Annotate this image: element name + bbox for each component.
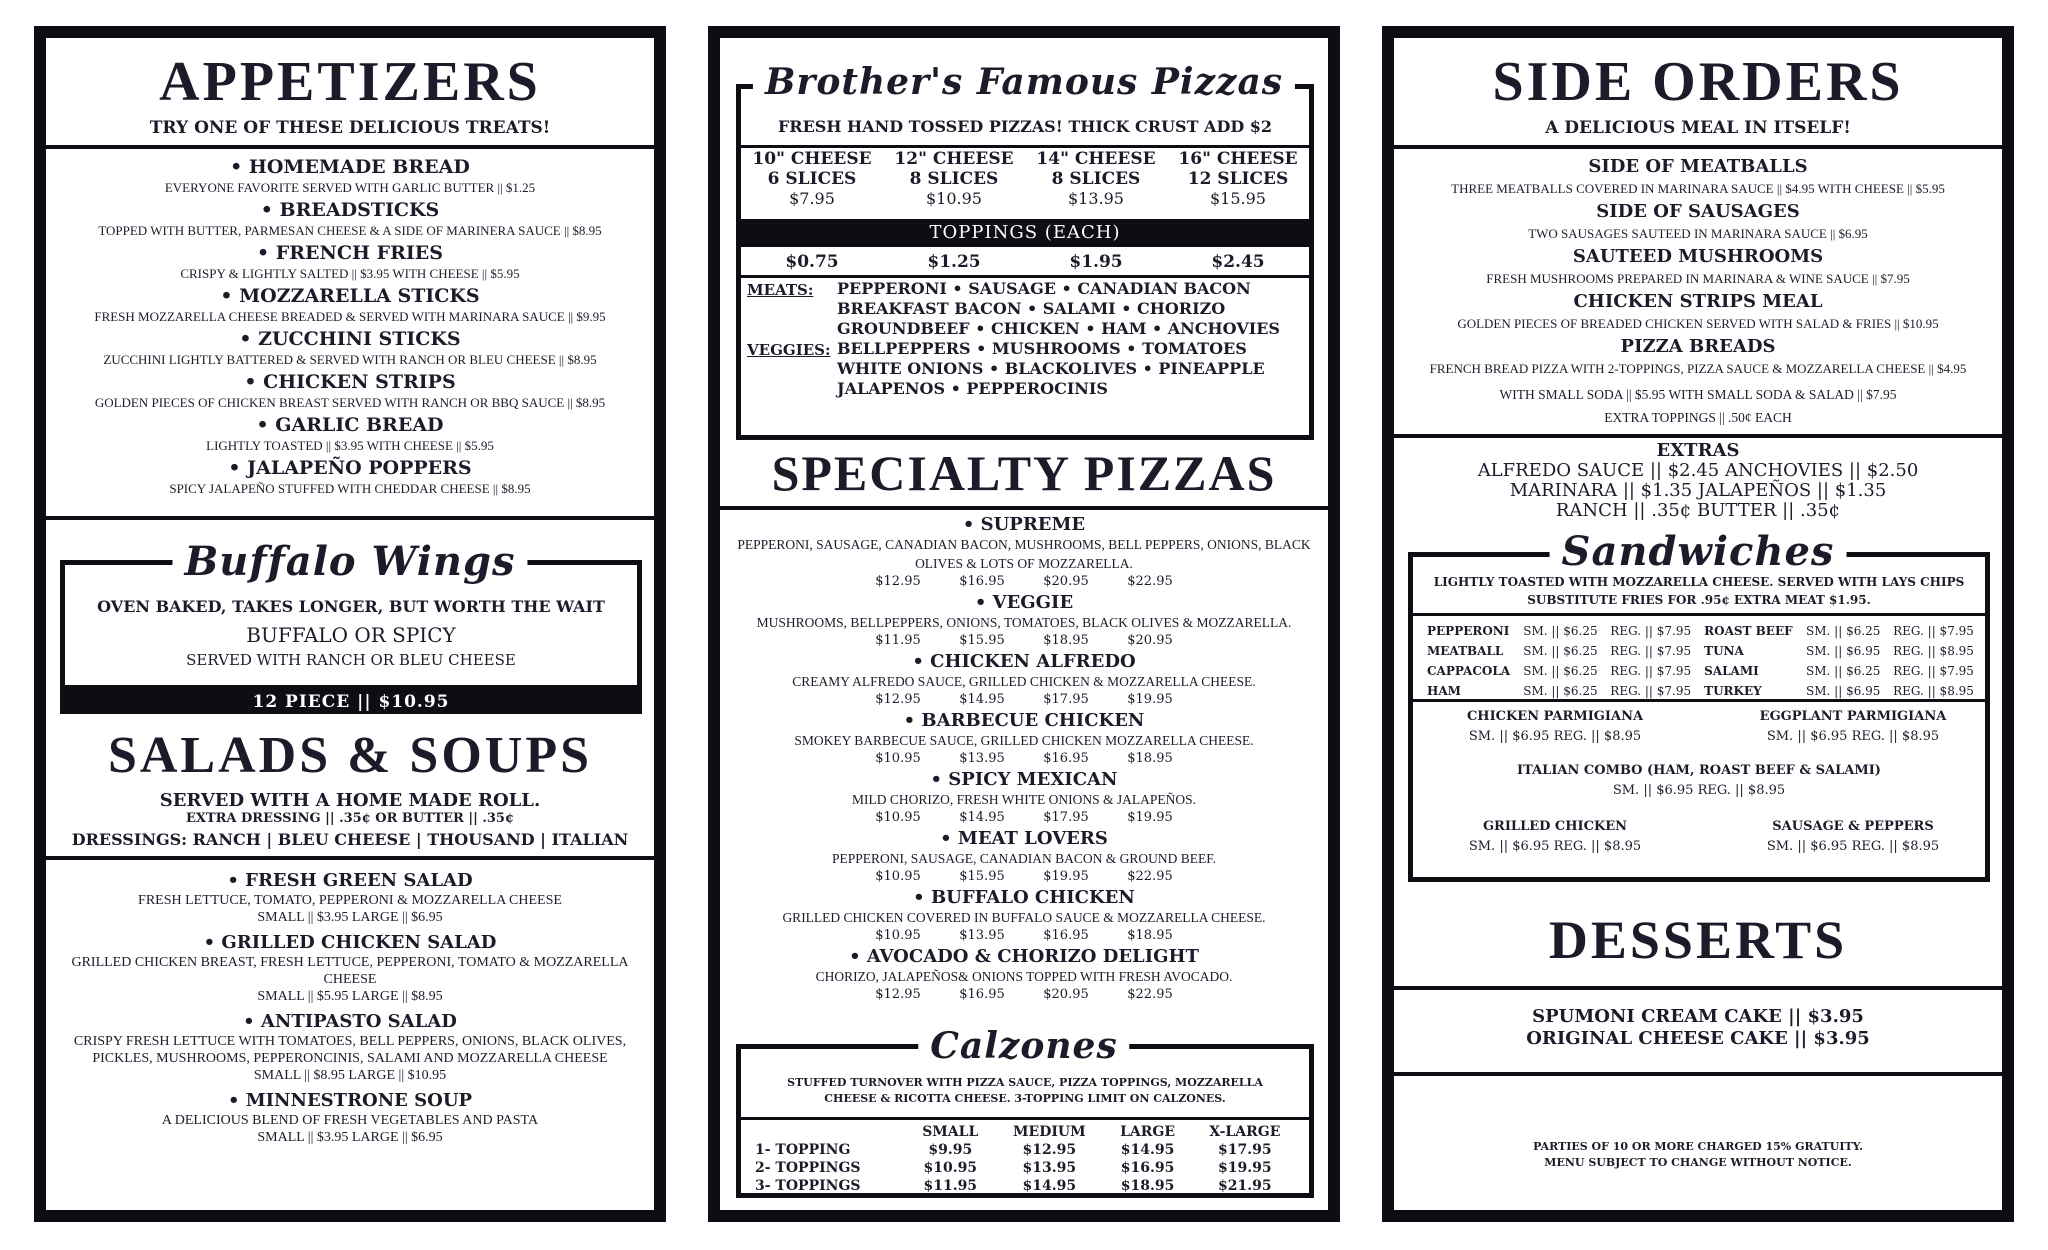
- specialty-divider: [720, 506, 1328, 510]
- specialty-prices: [720, 809, 1328, 826]
- specialty-price: $10.95: [875, 869, 921, 884]
- appetizer-name: • JALAPEÑO POPPERS: [228, 457, 472, 479]
- specialty-price: $17.95: [1043, 810, 1089, 825]
- famous-sub-divider: [741, 145, 1309, 148]
- pizza-size: 14" CHEESE: [1036, 149, 1156, 169]
- specialty-price: $18.95: [1127, 928, 1173, 943]
- pizza-size-column: [752, 149, 871, 217]
- veggies-list: [837, 339, 1265, 399]
- topping-price: $1.25: [927, 252, 981, 272]
- sandwich-cell: ROAST BEEF: [1704, 624, 1793, 638]
- specialty-prices: [720, 750, 1328, 767]
- sandwich-cell: SALAMI: [1704, 664, 1759, 678]
- appetizer-name: • HOMEMADE BREAD: [230, 156, 470, 178]
- specialty-price: $16.95: [1043, 751, 1089, 766]
- sandwiches-line1: LIGHTLY TOASTED WITH MOZZARELLA CHEESE. SERVED WITH LAYS CHIPS: [1433, 575, 1965, 589]
- appetizer-desc: CRISPY & LIGHTLY SALTED || $3.95 WITH CHEESE || $5.95: [180, 266, 520, 281]
- specialty-desc: MUSHROOMS, BELLPEPPERS, ONIONS, TOMATOES, BLACK OLIVES & MOZZARELLA.: [756, 615, 1292, 630]
- sandwich-table: [1423, 621, 1983, 701]
- wings-title: Buffalo Wings: [172, 540, 527, 584]
- specialty-price: $16.95: [959, 574, 1005, 589]
- sandwich-cell: TURKEY: [1704, 684, 1762, 698]
- calzone-cell: $10.95: [923, 1160, 978, 1176]
- side-desc: TWO SAUSAGES SAUTEED IN MARINARA SAUCE || $6.95: [1528, 226, 1868, 241]
- pizza-price: $10.95: [926, 189, 982, 208]
- salad-name: • GRILLED CHICKEN SALAD: [203, 932, 497, 953]
- famous-pizzas-box: [736, 84, 1314, 440]
- wings-price-bar: 12 PIECE || $10.95: [60, 690, 642, 714]
- calzones-title: Calzones: [918, 1024, 1129, 1068]
- specialty-prices: [720, 927, 1328, 944]
- specialty-name: • CHICKEN ALFREDO: [912, 651, 1136, 672]
- wings-line3: SERVED WITH RANCH OR BLEU CHEESE: [186, 651, 516, 669]
- desserts-list: [1394, 1006, 2002, 1050]
- appetizer-name: • CHICKEN STRIPS: [244, 371, 456, 393]
- specialty-prices: [720, 868, 1328, 885]
- sides-subtitle: A DELICIOUS MEAL IN ITSELF!: [1545, 118, 1851, 138]
- veggies-label: VEGGIES:: [747, 341, 831, 359]
- middle-menu-panel: [708, 26, 1340, 1222]
- specialty-list: [720, 512, 1328, 1003]
- toppings-bar: TOPPINGS (EACH): [741, 219, 1309, 247]
- sandwich-cell: REG. || $7.95: [1610, 684, 1692, 698]
- side-desc: FRESH MUSHROOMS PREPARED IN MARINARA & WINE SAUCE || $7.95: [1486, 271, 1910, 286]
- meats-line: PEPPERONI • SAUSAGE • CANADIAN BACON: [837, 279, 1251, 298]
- salad-price: SMALL || $3.95 LARGE || $6.95: [257, 910, 443, 925]
- topping-price: $1.95: [1069, 252, 1123, 272]
- sandwich-cell: PEPPERONI: [1427, 624, 1510, 638]
- sides-divider: [1394, 145, 2002, 149]
- specialty-price: $22.95: [1127, 869, 1173, 884]
- sandwich-cell: SM. || $6.25: [1806, 624, 1881, 638]
- footer-line2: MENU SUBJECT TO CHANGE WITHOUT NOTICE.: [1544, 1156, 1852, 1169]
- famous-pizzas-title: Brother's Famous Pizzas: [753, 60, 1295, 104]
- appetizer-desc: LIGHTLY TOASTED || $3.95 WITH CHEESE || $5.95: [206, 438, 494, 453]
- salads-title: SALADS & SOUPS: [107, 727, 593, 784]
- extras-line3: RANCH || .35¢ BUTTER || .35¢: [1555, 500, 1841, 521]
- calzone-cell: $11.95: [923, 1178, 978, 1194]
- specialty-price: $20.95: [1043, 574, 1089, 589]
- specialty-desc: GRILLED CHICKEN COVERED IN BUFFALO SAUCE & MOZZARELLA CHEESE.: [782, 910, 1266, 925]
- specialty-name: • MEAT LOVERS: [940, 828, 1108, 849]
- appetizer-desc: GOLDEN PIECES OF CHICKEN BREAST SERVED WITH RANCH OR BBQ SAUCE || $8.95: [94, 395, 606, 410]
- side-desc: GOLDEN PIECES OF BREADED CHICKEN SERVED WITH SALAD & FRIES || $10.95: [1457, 316, 1939, 331]
- specialty-name: • AVOCADO & CHORIZO DELIGHT: [849, 946, 1199, 967]
- sandwich-special: [1415, 817, 1695, 857]
- pizza-size-column: [894, 149, 1013, 217]
- specialty-price: $19.95: [1127, 692, 1173, 707]
- specialty-price: $10.95: [875, 928, 921, 943]
- pizza-price: $13.95: [1068, 189, 1124, 208]
- sandwiches-mid-divider: [1413, 699, 1985, 702]
- specialty-price: $13.95: [959, 751, 1005, 766]
- sandwich-special: [1713, 707, 1993, 747]
- desserts-divider: [1394, 986, 2002, 990]
- specialty-prices: [720, 691, 1328, 708]
- sandwich-cell: REG. || $7.95: [1610, 664, 1692, 678]
- salad-name: • MINNESTRONE SOUP: [227, 1090, 473, 1111]
- specialty-price: $18.95: [1127, 751, 1173, 766]
- side-desc: FRENCH BREAD PIZZA WITH 2-TOPPINGS, PIZZA SAUCE & MOZZARELLA CHEESE || $4.95: [1429, 361, 1967, 376]
- right-panel-inner: [1394, 38, 2002, 1210]
- salad-desc: GRILLED CHICKEN BREAST, FRESH LETTUCE, PEPPERONI, TOMATO & MOZZARELLA CHEESE: [71, 955, 629, 987]
- extras-line2: MARINARA || $1.35 JALAPEÑOS || $1.35: [1509, 480, 1887, 501]
- calzone-cell: $12.95: [1022, 1142, 1077, 1158]
- calzone-cell: $17.95: [1218, 1142, 1272, 1158]
- specialty-prices: [720, 632, 1328, 649]
- topping-prices: [741, 249, 1309, 275]
- sandwich-special: [1713, 817, 1993, 857]
- calzone-cell: $16.95: [1120, 1160, 1175, 1176]
- right-menu-panel: [1382, 26, 2014, 1222]
- pizza-slices: 8 SLICES: [1051, 169, 1141, 189]
- appetizer-desc: TOPPED WITH BUTTER, PARMESAN CHEESE & A SIDE OF MARINERA SAUCE || $8.95: [98, 223, 602, 238]
- side-name: SIDE OF MEATBALLS: [1588, 156, 1808, 177]
- specialty-price: $14.95: [959, 692, 1005, 707]
- special-price: SM. || $6.95 REG. || $8.95: [1766, 839, 1940, 854]
- salads-line1: SERVED WITH A HOME MADE ROLL.: [159, 790, 541, 811]
- appetizer-name: • BREADSTICKS: [260, 199, 440, 221]
- sandwich-special: [1415, 707, 1695, 747]
- specialty-name: • BARBECUE CHICKEN: [903, 710, 1145, 731]
- sandwich-cell: REG. || $7.95: [1893, 664, 1974, 678]
- special-price: SM. || $6.95 REG. || $8.95: [1612, 783, 1786, 798]
- specialty-price: $19.95: [1043, 869, 1089, 884]
- sandwich-cell: SM. || $6.25: [1806, 664, 1881, 678]
- specialty-price: $12.95: [875, 692, 921, 707]
- pizza-size: 12" CHEESE: [894, 149, 1014, 169]
- sandwich-cell: SM. || $6.25: [1523, 644, 1598, 658]
- sandwich-cell: REG. || $7.95: [1610, 644, 1692, 658]
- sandwich-cell: HAM: [1427, 684, 1461, 698]
- toppings-divider: [741, 275, 1309, 278]
- sandwich-cell: SM. || $6.25: [1523, 664, 1598, 678]
- wings-divider: [46, 516, 654, 520]
- specialty-price: $18.95: [1043, 633, 1089, 648]
- dessert-item: SPUMONI CREAM CAKE || $3.95: [1532, 1006, 1864, 1027]
- calzone-cell: $21.95: [1218, 1178, 1272, 1194]
- specialty-name: • SPICY MEXICAN: [930, 769, 1118, 790]
- pizza-breads-line3: EXTRA TOPPINGS || .50¢ EACH: [1604, 410, 1792, 425]
- pizza-slices: 8 SLICES: [909, 169, 999, 189]
- calzone-cell: $18.95: [1120, 1178, 1175, 1194]
- calzone-header: SMALL: [922, 1124, 979, 1140]
- specialty-price: $20.95: [1043, 987, 1089, 1002]
- appetizer-name: • MOZZARELLA STICKS: [220, 285, 480, 307]
- appetizer-desc: EVERYONE FAVORITE SERVED WITH GARLIC BUTTER || $1.25: [164, 180, 536, 195]
- dessert-item: ORIGINAL CHEESE CAKE || $3.95: [1526, 1028, 1870, 1049]
- specialty-desc: MILD CHORIZO, FRESH WHITE ONIONS & JALAPEÑOS.: [851, 792, 1196, 807]
- desserts-title: DESSERTS: [1548, 910, 1848, 970]
- specialty-price: $17.95: [1043, 692, 1089, 707]
- sandwiches-top-divider: [1413, 613, 1985, 616]
- calzone-cell: $19.95: [1218, 1160, 1272, 1176]
- sandwiches-line2: SUBSTITUTE FRIES FOR .95¢ EXTRA MEAT $1.95.: [1527, 593, 1871, 607]
- side-name: PIZZA BREADS: [1620, 336, 1776, 357]
- specialty-price: $16.95: [1043, 928, 1089, 943]
- calzones-table: [751, 1123, 1299, 1195]
- sandwich-cell: TUNA: [1704, 644, 1744, 658]
- special-name: EGGPLANT PARMIGIANA: [1759, 709, 1947, 724]
- topping-price: $2.45: [1211, 252, 1265, 272]
- sandwich-cell: CAPPACOLA: [1427, 664, 1511, 678]
- footer-line1: PARTIES OF 10 OR MORE CHARGED 15% GRATUITY.: [1533, 1140, 1863, 1153]
- wings-line1: OVEN BAKED, TAKES LONGER, BUT WORTH THE WAIT: [97, 597, 605, 616]
- specialty-price: $16.95: [959, 987, 1005, 1002]
- pizza-size-column: [1036, 149, 1155, 217]
- wings-line2: BUFFALO OR SPICY: [246, 623, 456, 647]
- specialty-desc: CHORIZO, JALAPEÑOS& ONIONS TOPPED WITH FRESH AVOCADO.: [815, 969, 1233, 984]
- special-name: ITALIAN COMBO (HAM, ROAST BEEF & SALAMI): [1517, 763, 1881, 778]
- special-price: SM. || $6.95 REG. || $8.95: [1468, 729, 1642, 744]
- calzone-cell: $14.95: [1120, 1142, 1175, 1158]
- calzones-desc: STUFFED TURNOVER WITH PIZZA SAUCE, PIZZA TOPPINGS, MOZZARELLA CHEESE & RICOTTA CHEESE. 3-TOPPING LIMIT ON CALZONES.: [787, 1076, 1263, 1105]
- side-name: CHICKEN STRIPS MEAL: [1573, 291, 1823, 312]
- meats-list: [837, 279, 1280, 339]
- specialty-name: • BUFFALO CHICKEN: [913, 887, 1135, 908]
- salad-price: SMALL || $8.95 LARGE || $10.95: [253, 1068, 447, 1083]
- specialty-price: $10.95: [875, 810, 921, 825]
- salad-name: • FRESH GREEN SALAD: [227, 870, 473, 891]
- calzone-header: LARGE: [1120, 1124, 1176, 1140]
- specialty-desc: SMOKEY BARBECUE SAUCE, GRILLED CHICKEN MOZZARELLA CHEESE.: [794, 733, 1254, 748]
- sides-title: SIDE ORDERS: [1492, 51, 1904, 113]
- meats-line: GROUNDBEEF • CHICKEN • HAM • ANCHOVIES: [837, 319, 1280, 338]
- special-price: SM. || $6.95 REG. || $8.95: [1766, 729, 1940, 744]
- appetizers-title: APPETIZERS: [159, 51, 541, 113]
- pizza-size: 16" CHEESE: [1178, 149, 1298, 169]
- specialty-price: $12.95: [875, 987, 921, 1002]
- left-panel-inner: [46, 38, 654, 1210]
- appetizer-desc: ZUCCHINI LIGHTLY BATTERED & SERVED WITH RANCH OR BLEU CHEESE || $8.95: [103, 352, 597, 367]
- salad-desc: A DELICIOUS BLEND OF FRESH VEGETABLES AND PASTA: [161, 1113, 539, 1128]
- special-name: SAUSAGE & PEPPERS: [1772, 819, 1934, 834]
- specialty-prices: [720, 986, 1328, 1003]
- extras-line1: ALFREDO SAUCE || $2.45 ANCHOVIES || $2.50: [1477, 460, 1919, 481]
- pizza-price: $7.95: [789, 189, 835, 208]
- salad-desc: CRISPY FRESH LETTUCE WITH TOMATOES, BELL PEPPERS, ONIONS, BLACK OLIVES, PICKLES, MUSHROOMS, PEPPERONCINIS, SALAMI AND MOZZARELLA CHEESE: [73, 1034, 627, 1066]
- specialty-price: $22.95: [1127, 574, 1173, 589]
- specialty-title: SPECIALTY PIZZAS: [771, 445, 1277, 501]
- calzone-header: [751, 1123, 906, 1141]
- specialty-price: $15.95: [959, 869, 1005, 884]
- pizza-slices: 12 SLICES: [1187, 169, 1289, 189]
- sandwich-cell: REG. || $8.95: [1893, 684, 1974, 698]
- calzone-cell: 1- TOPPING: [755, 1142, 851, 1158]
- appetizer-name: • ZUCCHINI STICKS: [239, 328, 461, 350]
- sandwich-cell: REG. || $7.95: [1610, 624, 1692, 638]
- specialty-price: $20.95: [1127, 633, 1173, 648]
- salads-line3: DRESSINGS: RANCH | BLEU CHEESE | THOUSAND | ITALIAN: [71, 830, 629, 849]
- specialty-desc: CREAMY ALFREDO SAUCE, GRILLED CHICKEN & MOZZARELLA CHEESE.: [792, 674, 1256, 689]
- sandwich-special: [1413, 761, 1985, 801]
- salads-list: [66, 864, 634, 1146]
- specialty-desc: PEPPERONI, SAUSAGE, CANADIAN BACON, MUSHROOMS, BELL PEPPERS, ONIONS, BLACK OLIVES & LOTS OF MOZZARELLA.: [737, 537, 1311, 571]
- sandwich-cell: SM. || $6.95: [1806, 644, 1881, 658]
- sandwich-cell: MEATBALL: [1427, 644, 1504, 658]
- pizza-price: $15.95: [1210, 189, 1266, 208]
- left-menu-panel: [34, 26, 666, 1222]
- specialty-price: $11.95: [875, 633, 921, 648]
- extras-divider: [1394, 434, 2002, 438]
- calzone-cell: 2- TOPPINGS: [755, 1160, 861, 1176]
- specialty-price: $15.95: [959, 633, 1005, 648]
- calzone-cell: $14.95: [1022, 1178, 1077, 1194]
- calzone-header: MEDIUM: [1013, 1124, 1086, 1140]
- veggies-line: JALAPENOS • PEPPEROCINIS: [837, 379, 1108, 398]
- specialty-prices: [720, 573, 1328, 590]
- salad-desc: FRESH LETTUCE, TOMATO, PEPPERONI & MOZZARELLA CHEESE: [138, 893, 562, 908]
- appetizer-desc: SPICY JALAPEÑO STUFFED WITH CHEDDAR CHEESE || $8.95: [169, 481, 531, 496]
- salad-price: SMALL || $5.95 LARGE || $8.95: [257, 989, 443, 1004]
- sandwiches-title: Sandwiches: [1550, 530, 1847, 574]
- specialty-price: $13.95: [959, 928, 1005, 943]
- calzones-desc-divider: [741, 1117, 1309, 1120]
- meats-label: MEATS:: [747, 281, 814, 299]
- specialty-name: • VEGGIE: [974, 592, 1074, 613]
- pizza-breads-line2: WITH SMALL SODA || $5.95 WITH SMALL SODA & SALAD || $7.95: [1499, 387, 1897, 402]
- pizza-sizes: [741, 149, 1309, 217]
- salads-divider: [46, 856, 654, 860]
- pizza-slices: 6 SLICES: [767, 169, 857, 189]
- special-name: CHICKEN PARMIGIANA: [1466, 709, 1644, 724]
- calzone-cell: $9.95: [928, 1142, 973, 1158]
- specialty-price: $10.95: [875, 751, 921, 766]
- veggies-line: WHITE ONIONS • BLACKOLIVES • PINEAPPLE: [837, 359, 1265, 378]
- side-name: SIDE OF SAUSAGES: [1596, 201, 1800, 222]
- salad-name: • ANTIPASTO SALAD: [243, 1011, 457, 1032]
- specialty-name: • SUPREME: [962, 514, 1086, 535]
- side-name: SAUTEED MUSHROOMS: [1572, 246, 1824, 267]
- footer-divider: [1394, 1072, 2002, 1076]
- specialty-price: $14.95: [959, 810, 1005, 825]
- sides-list: [1394, 154, 2002, 379]
- sandwiches-box: [1408, 552, 1990, 882]
- appetizer-name: • FRENCH FRIES: [257, 242, 443, 264]
- appetizer-name: • GARLIC BREAD: [256, 414, 444, 436]
- pizza-size-column: [1178, 149, 1297, 217]
- pizza-size: 10" CHEESE: [752, 149, 872, 169]
- salad-price: SMALL || $3.95 LARGE || $6.95: [257, 1130, 443, 1145]
- calzone-header: X-LARGE: [1209, 1124, 1281, 1140]
- special-name: GRILLED CHICKEN: [1482, 819, 1628, 834]
- famous-subtitle: FRESH HAND TOSSED PIZZAS! THICK CRUST ADD $2: [777, 117, 1273, 136]
- middle-panel-inner: [720, 38, 1328, 1210]
- sandwich-cell: SM. || $6.25: [1523, 684, 1598, 698]
- specialty-price: $12.95: [875, 574, 921, 589]
- calzone-cell: 3- TOPPINGS: [755, 1178, 861, 1194]
- meats-line: BREAKFAST BACON • SALAMI • CHORIZO: [837, 299, 1226, 318]
- sandwich-cell: SM. || $6.95: [1806, 684, 1881, 698]
- extras-title: EXTRAS: [1656, 440, 1740, 461]
- appetizers-divider: [46, 145, 654, 149]
- appetizers-subtitle: TRY ONE OF THESE DELICIOUS TREATS!: [149, 118, 551, 138]
- sandwich-cell: SM. || $6.25: [1523, 624, 1598, 638]
- specialty-price: $22.95: [1127, 987, 1173, 1002]
- special-price: SM. || $6.95 REG. || $8.95: [1468, 839, 1642, 854]
- sandwich-specials: [1413, 707, 1985, 877]
- specialty-desc: PEPPERONI, SAUSAGE, CANADIAN BACON & GROUND BEEF.: [831, 851, 1217, 866]
- calzone-cell: $13.95: [1022, 1160, 1077, 1176]
- appetizer-desc: FRESH MOZZARELLA CHEESE BREADED & SERVED WITH MARINARA SAUCE || $9.95: [94, 309, 606, 324]
- topping-price: $0.75: [785, 252, 839, 272]
- salads-line2: EXTRA DRESSING || .35¢ OR BUTTER || .35¢: [185, 811, 515, 826]
- specialty-price: $19.95: [1127, 810, 1173, 825]
- veggies-line: BELLPEPPERS • MUSHROOMS • TOMATOES: [837, 339, 1247, 358]
- sandwich-cell: REG. || $8.95: [1893, 644, 1974, 658]
- sandwich-cell: REG. || $7.95: [1893, 624, 1974, 638]
- appetizers-list: [46, 154, 654, 498]
- side-desc: THREE MEATBALLS COVERED IN MARINARA SAUCE || $4.95 WITH CHEESE || $5.95: [1451, 181, 1945, 196]
